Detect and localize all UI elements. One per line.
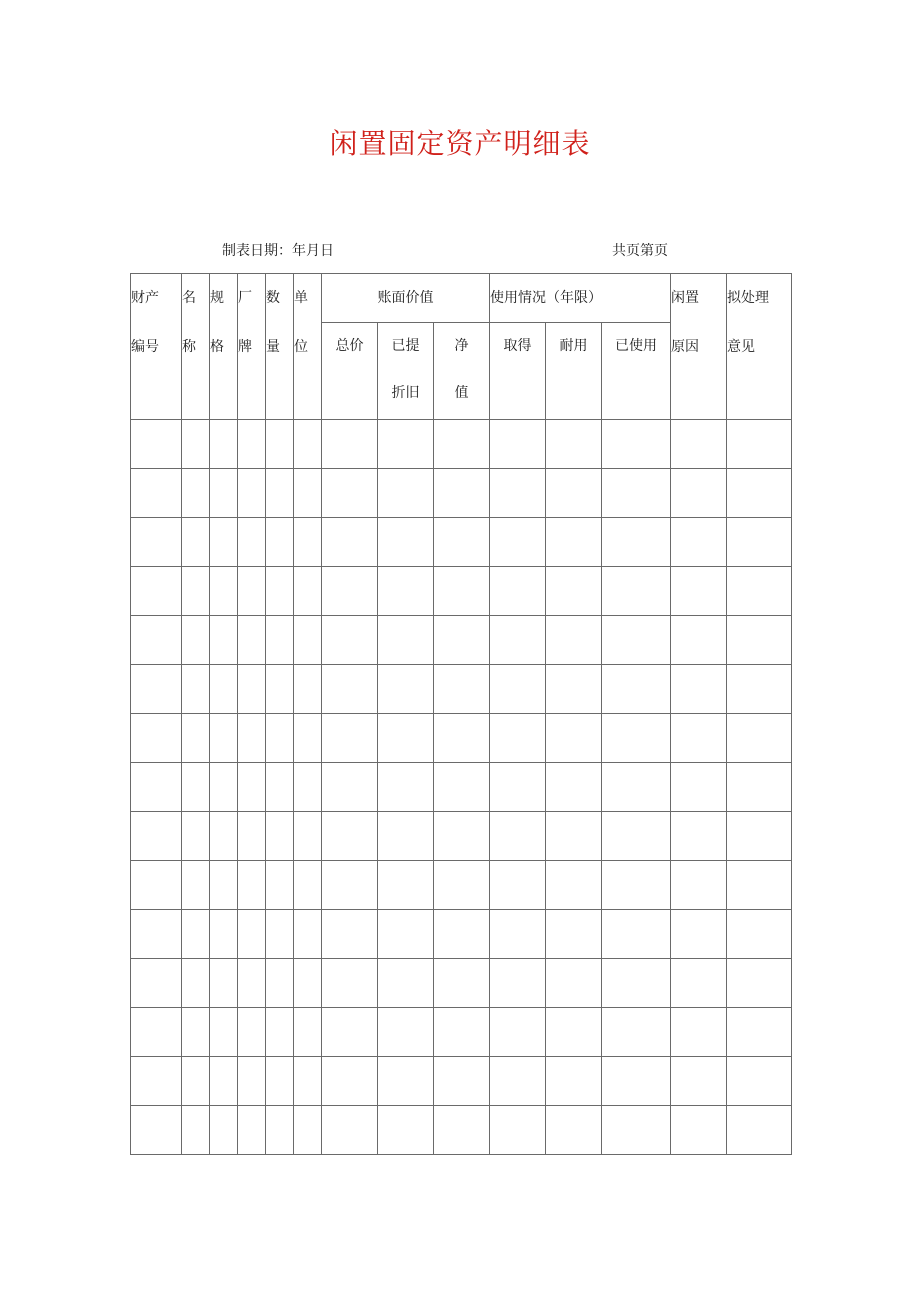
table-cell: [546, 665, 602, 714]
table-cell: [294, 1008, 322, 1057]
table-cell: [671, 469, 727, 518]
table-cell: [131, 469, 182, 518]
header-used: 已使用: [602, 323, 671, 420]
table-cell: [294, 910, 322, 959]
table-cell: [210, 861, 238, 910]
table-cell: [131, 616, 182, 665]
table-cell: [671, 1057, 727, 1106]
table-cell: [182, 665, 210, 714]
table-cell: [490, 665, 546, 714]
table-cell: [378, 616, 434, 665]
table-cell: [131, 959, 182, 1008]
table-cell: [266, 518, 294, 567]
table-cell: [602, 714, 671, 763]
table-cell: [238, 1008, 266, 1057]
table-cell: [378, 1057, 434, 1106]
table-cell: [490, 763, 546, 812]
table-cell: [490, 1008, 546, 1057]
table-cell: [322, 763, 378, 812]
table-cell: [727, 812, 792, 861]
table-cell: [294, 959, 322, 1008]
table-row: [131, 567, 792, 616]
table-cell: [727, 665, 792, 714]
table-cell: [546, 616, 602, 665]
table-cell: [546, 420, 602, 469]
table-cell: [322, 959, 378, 1008]
table-cell: [671, 812, 727, 861]
table-cell: [602, 616, 671, 665]
table-cell: [671, 910, 727, 959]
table-cell: [490, 959, 546, 1008]
table-cell: [490, 861, 546, 910]
table-cell: [266, 665, 294, 714]
table-cell: [238, 910, 266, 959]
table-row: [131, 861, 792, 910]
table-cell: [266, 714, 294, 763]
table-cell: [131, 1008, 182, 1057]
table-cell: [210, 763, 238, 812]
header-name: 名 称: [182, 274, 210, 420]
table-row: [131, 1106, 792, 1155]
table-cell: [434, 567, 490, 616]
table-cell: [210, 567, 238, 616]
table-cell: [294, 714, 322, 763]
table-cell: [490, 812, 546, 861]
table-cell: [378, 420, 434, 469]
table-cell: [294, 518, 322, 567]
table-cell: [727, 714, 792, 763]
table-row: [131, 1057, 792, 1106]
table-cell: [434, 665, 490, 714]
table-cell: [322, 567, 378, 616]
table-cell: [546, 812, 602, 861]
table-cell: [727, 1057, 792, 1106]
table-cell: [182, 959, 210, 1008]
table-cell: [546, 567, 602, 616]
table-cell: [378, 469, 434, 518]
table-cell: [131, 665, 182, 714]
table-cell: [210, 1057, 238, 1106]
table-cell: [671, 959, 727, 1008]
table-cell: [434, 469, 490, 518]
table-row: [131, 714, 792, 763]
table-cell: [182, 420, 210, 469]
table-cell: [294, 469, 322, 518]
table-cell: [727, 518, 792, 567]
table-cell: [322, 518, 378, 567]
table-cell: [322, 861, 378, 910]
table-cell: [602, 812, 671, 861]
table-cell: [490, 469, 546, 518]
table-cell: [602, 567, 671, 616]
table-cell: [238, 861, 266, 910]
table-cell: [490, 1106, 546, 1155]
table-cell: [546, 1057, 602, 1106]
table-cell: [238, 959, 266, 1008]
table-cell: [294, 763, 322, 812]
table-cell: [434, 1106, 490, 1155]
table-cell: [210, 616, 238, 665]
table-cell: [266, 959, 294, 1008]
table-cell: [602, 861, 671, 910]
table-cell: [490, 567, 546, 616]
table-cell: [322, 1008, 378, 1057]
table-cell: [210, 518, 238, 567]
table-cell: [131, 861, 182, 910]
table-cell: [671, 567, 727, 616]
table-cell: [434, 420, 490, 469]
table-cell: [294, 665, 322, 714]
header-disposal: 拟处理 意见: [727, 274, 792, 420]
table-cell: [602, 665, 671, 714]
table-cell: [434, 910, 490, 959]
table-cell: [131, 763, 182, 812]
page-title: 闲置固定资产明细表: [329, 127, 591, 160]
table-cell: [182, 1106, 210, 1155]
header-asset-no: 财产 编号: [131, 274, 182, 420]
table-cell: [238, 420, 266, 469]
table-cell: [266, 763, 294, 812]
table-cell: [727, 1106, 792, 1155]
table-cell: [727, 959, 792, 1008]
table-cell: [602, 1106, 671, 1155]
table-row: [131, 420, 792, 469]
table-cell: [671, 665, 727, 714]
header-row-1: [131, 274, 792, 323]
table-cell: [266, 1057, 294, 1106]
table-cell: [210, 469, 238, 518]
header-depreciation: 已提 折旧: [378, 323, 434, 420]
table-row: [131, 1008, 792, 1057]
table-cell: [182, 910, 210, 959]
table-cell: [602, 1057, 671, 1106]
table-cell: [210, 959, 238, 1008]
table-cell: [546, 1106, 602, 1155]
table-cell: [378, 959, 434, 1008]
table-cell: [182, 616, 210, 665]
table-cell: [182, 1057, 210, 1106]
table-cell: [266, 420, 294, 469]
header-qty: 数 量: [266, 274, 294, 420]
table-cell: [294, 1057, 322, 1106]
table-cell: [266, 469, 294, 518]
table-cell: [294, 1106, 322, 1155]
table-cell: [294, 812, 322, 861]
table-cell: [238, 763, 266, 812]
table-row: [131, 812, 792, 861]
table-cell: [602, 518, 671, 567]
table-cell: [322, 469, 378, 518]
table-cell: [546, 763, 602, 812]
table-cell: [266, 567, 294, 616]
table-cell: [434, 1008, 490, 1057]
table-cell: [378, 1106, 434, 1155]
table-cell: [210, 665, 238, 714]
table-cell: [182, 1008, 210, 1057]
table-cell: [266, 812, 294, 861]
table-row: [131, 959, 792, 1008]
header-book-value: 账面价值: [322, 274, 490, 323]
table-cell: [322, 616, 378, 665]
table-cell: [210, 1008, 238, 1057]
table-cell: [238, 1106, 266, 1155]
table-cell: [378, 910, 434, 959]
table-cell: [546, 1008, 602, 1057]
table-cell: [671, 1106, 727, 1155]
table-row: [131, 616, 792, 665]
table-cell: [322, 1057, 378, 1106]
table-cell: [131, 567, 182, 616]
table-cell: [671, 1008, 727, 1057]
table-cell: [602, 910, 671, 959]
table-cell: [131, 1057, 182, 1106]
table-cell: [378, 665, 434, 714]
table-cell: [238, 616, 266, 665]
table-cell: [322, 1106, 378, 1155]
table-cell: [322, 665, 378, 714]
table-row: [131, 910, 792, 959]
table-cell: [182, 812, 210, 861]
table-cell: [266, 910, 294, 959]
header-total-price: 总价: [322, 323, 378, 420]
table-cell: [434, 959, 490, 1008]
table-cell: [266, 861, 294, 910]
table-cell: [602, 763, 671, 812]
header-idle-reason: 闲置 原因: [671, 274, 727, 420]
table-cell: [602, 1008, 671, 1057]
table-cell: [727, 567, 792, 616]
table-cell: [434, 763, 490, 812]
table-cell: [210, 420, 238, 469]
table-cell: [378, 861, 434, 910]
table-cell: [210, 910, 238, 959]
table-cell: [266, 616, 294, 665]
table-cell: [131, 1106, 182, 1155]
table-cell: [378, 1008, 434, 1057]
table-cell: [546, 959, 602, 1008]
table-cell: [546, 469, 602, 518]
table-cell: [294, 861, 322, 910]
asset-table: [130, 273, 792, 1155]
table-cell: [671, 616, 727, 665]
table-cell: [182, 861, 210, 910]
table-cell: [294, 616, 322, 665]
table-cell: [131, 812, 182, 861]
table-cell: [131, 518, 182, 567]
table-row: [131, 469, 792, 518]
header-spec: 规 格: [210, 274, 238, 420]
table-cell: [671, 763, 727, 812]
table-cell: [210, 714, 238, 763]
table-cell: [546, 861, 602, 910]
table-cell: [131, 420, 182, 469]
table-row: [131, 518, 792, 567]
table-cell: [266, 1106, 294, 1155]
table-cell: [238, 567, 266, 616]
table-cell: [602, 469, 671, 518]
table-cell: [238, 714, 266, 763]
table-cell: [322, 812, 378, 861]
table-cell: [131, 910, 182, 959]
table-row: [131, 763, 792, 812]
table-cell: [378, 567, 434, 616]
table-cell: [727, 420, 792, 469]
table-cell: [322, 910, 378, 959]
table-cell: [727, 1008, 792, 1057]
table-cell: [546, 714, 602, 763]
header-brand: 厂 牌: [238, 274, 266, 420]
table-cell: [434, 518, 490, 567]
header-usage: 使用情况（年限）: [490, 274, 671, 323]
date-label: 制表日期：年月日: [222, 243, 334, 259]
header-durable: 耐用: [546, 323, 602, 420]
table-cell: [490, 714, 546, 763]
table-cell: [294, 567, 322, 616]
table-cell: [671, 518, 727, 567]
table-cell: [182, 763, 210, 812]
table-cell: [434, 616, 490, 665]
table-cell: [546, 910, 602, 959]
table-cell: [434, 1057, 490, 1106]
table-cell: [238, 665, 266, 714]
table-cell: [490, 910, 546, 959]
header-unit: 单 位: [294, 274, 322, 420]
table-cell: [182, 567, 210, 616]
table-cell: [727, 616, 792, 665]
table-cell: [210, 812, 238, 861]
table-cell: [322, 420, 378, 469]
table-cell: [671, 714, 727, 763]
table-cell: [131, 714, 182, 763]
table-cell: [434, 861, 490, 910]
table-cell: [182, 714, 210, 763]
table-cell: [490, 420, 546, 469]
table-cell: [490, 518, 546, 567]
table-row: [131, 665, 792, 714]
table-cell: [322, 714, 378, 763]
table-cell: [671, 861, 727, 910]
table-cell: [727, 469, 792, 518]
table-cell: [602, 959, 671, 1008]
table-cell: [210, 1106, 238, 1155]
table-cell: [434, 714, 490, 763]
table-cell: [727, 861, 792, 910]
table-cell: [378, 714, 434, 763]
table-cell: [378, 518, 434, 567]
table-cell: [671, 420, 727, 469]
header-acquired: 取得: [490, 323, 546, 420]
table-cell: [727, 910, 792, 959]
table-cell: [378, 812, 434, 861]
table-cell: [727, 763, 792, 812]
table-cell: [182, 518, 210, 567]
table-cell: [490, 616, 546, 665]
table-cell: [182, 469, 210, 518]
header-net-value: 净 值: [434, 323, 490, 420]
table-cell: [266, 1008, 294, 1057]
table-cell: [602, 420, 671, 469]
table-cell: [434, 812, 490, 861]
table-cell: [238, 812, 266, 861]
table-cell: [238, 1057, 266, 1106]
table-cell: [490, 1057, 546, 1106]
table-cell: [378, 763, 434, 812]
table-cell: [238, 518, 266, 567]
table-cell: [546, 518, 602, 567]
table-cell: [294, 420, 322, 469]
page-number-label: 共页第页: [612, 243, 668, 259]
table-cell: [238, 469, 266, 518]
